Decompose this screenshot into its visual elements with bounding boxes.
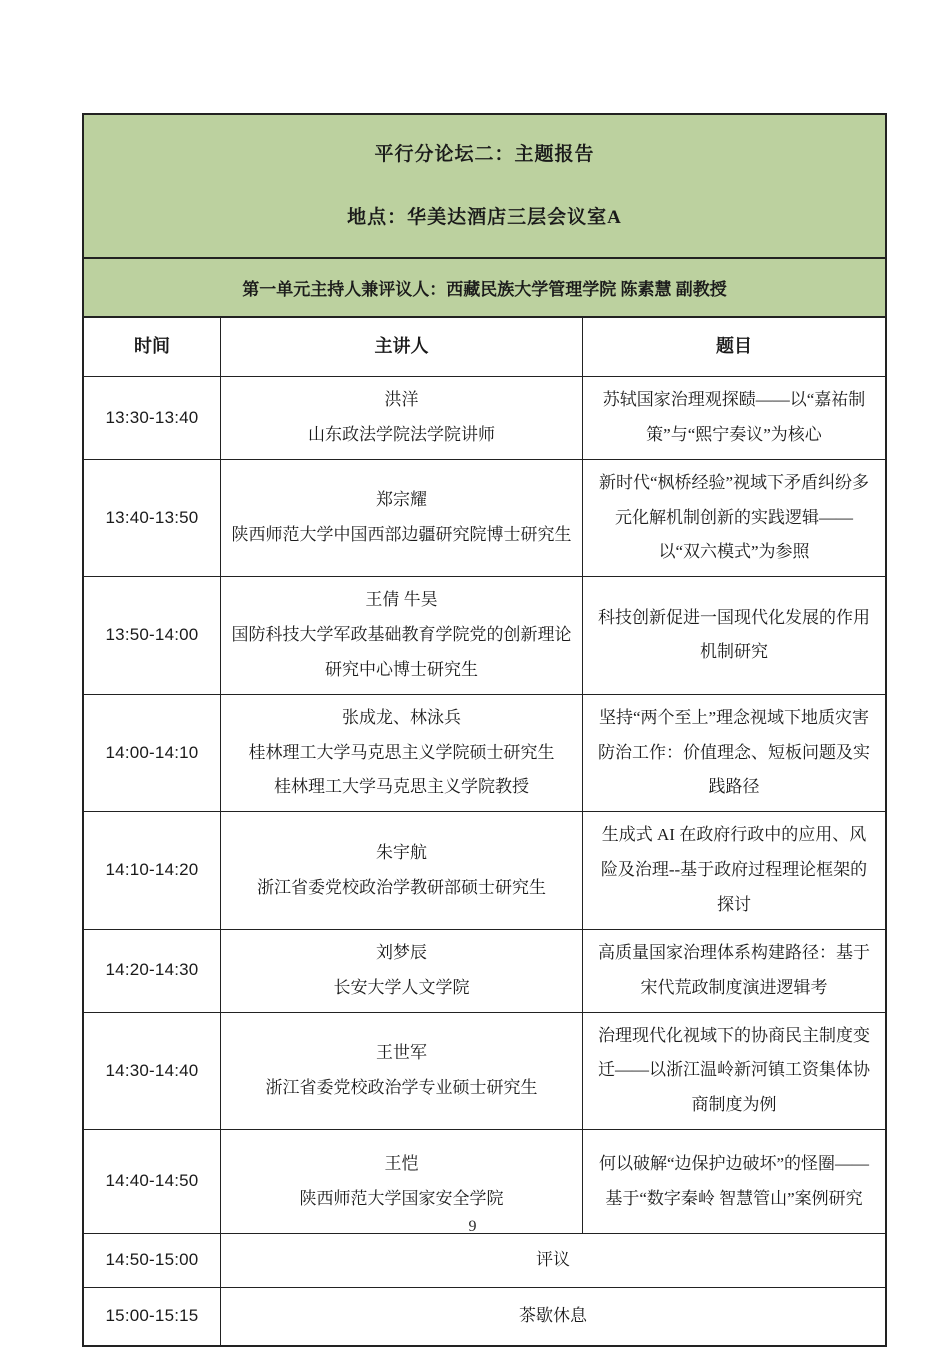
speaker-cell (220, 460, 582, 577)
time-cell: 13:30-13:40 (105, 407, 199, 427)
speaker-cell (220, 577, 582, 694)
speaker-line: 桂林理工大学马克思主义学院硕士研究生 (248, 742, 555, 762)
speaker-cell (220, 812, 582, 929)
speaker-line: 王倩 牛昊 (365, 590, 438, 610)
unit-moderator-header: 第一单元主持人兼评议人：西藏民族大学管理学院 陈素慧 副教授 (84, 259, 885, 318)
title-cell: 坚持“两个至上”理念视域下地质灾害防治工作：价值理念、短板问题及实践路径 (582, 695, 885, 812)
title-cell: 科技创新促进一国现代化发展的作用机制研究 (582, 577, 885, 694)
speaker-line: 陕西师范大学中国西部边疆研究院博士研究生 (231, 524, 572, 544)
speaker-line: 洪洋 (384, 390, 419, 409)
forum-title: 平行分论坛二：主题报告 (374, 144, 595, 165)
time-cell: 13:40-13:50 (105, 507, 199, 527)
table-row (84, 576, 885, 694)
time-cell: 14:50-15:00 (105, 1250, 199, 1270)
title-cell: 苏轼国家治理观探赜——以“嘉祐制策”与“熙宁奏议”为核心 (582, 377, 885, 459)
column-header-time: 时间 (134, 336, 170, 357)
speaker-line: 郑宗耀 (376, 490, 427, 510)
table-row (84, 459, 885, 577)
time-cell: 14:10-14:20 (105, 860, 199, 880)
speaker-line: 王恺 (384, 1153, 419, 1173)
merged-label-cell: 茶歇休息 (220, 1288, 885, 1345)
title-cell: 高质量国家治理体系构建路径：基于宋代荒政制度演进逻辑考 (582, 930, 885, 1012)
title-cell: 何以破解“边保护边破坏”的怪圈——基于“数字秦岭 智慧管山”案例研究 (582, 1130, 885, 1233)
column-header-title: 题目 (582, 318, 885, 376)
time-cell: 14:40-14:50 (105, 1171, 199, 1191)
schedule-table (82, 113, 887, 1347)
table-row-merged (84, 1287, 885, 1345)
forum-banner (84, 115, 885, 259)
forum-location: 地点：华美达酒店三层会议室A (347, 207, 622, 228)
speaker-line: 刘梦辰 (376, 942, 427, 962)
time-cell: 14:20-14:30 (105, 960, 199, 980)
title-cell: 新时代“枫桥经验”视域下矛盾纠纷多元化解机制创新的实践逻辑——以“双六模式”为参照 (582, 460, 885, 577)
speaker-line: 陕西师范大学国家安全学院 (299, 1188, 504, 1208)
speaker-line: 山东政法学院法学院讲师 (308, 424, 495, 444)
speaker-line: 王世军 (376, 1042, 427, 1062)
time-cell: 15:00-15:15 (105, 1306, 199, 1326)
table-row (84, 929, 885, 1012)
table-row (84, 1012, 885, 1130)
speaker-line: 桂林理工大学马克思主义学院教授 (274, 777, 529, 797)
table-column-header (84, 318, 885, 376)
speaker-line: 浙江省委党校政治学教研部硕士研究生 (257, 877, 546, 897)
merged-label-cell: 评议 (220, 1234, 885, 1287)
title-cell: 生成式 AI 在政府行政中的应用、风险及治理--基于政府过程理论框架的探讨 (582, 812, 885, 929)
time-cell: 14:30-14:40 (105, 1060, 199, 1080)
speaker-cell (220, 930, 582, 1012)
speaker-line: 浙江省委党校政治学专业硕士研究生 (265, 1077, 538, 1097)
table-row (84, 694, 885, 812)
speaker-cell (220, 377, 582, 459)
speaker-cell (220, 1013, 582, 1130)
speaker-line: 长安大学人文学院 (333, 977, 470, 997)
table-row-merged (84, 1233, 885, 1287)
page-number: 9 (468, 1218, 477, 1235)
title-cell: 治理现代化视域下的协商民主制度变迁——以浙江温岭新河镇工资集体协商制度为例 (582, 1013, 885, 1130)
speaker-line: 国防科技大学军政基础教育学院党的创新理论研究中心博士研究生 (231, 625, 572, 679)
speaker-cell (220, 695, 582, 812)
table-row (84, 376, 885, 459)
speaker-line: 朱宇航 (376, 842, 427, 862)
speaker-line: 张成龙、林泳兵 (342, 707, 461, 727)
time-cell: 14:00-14:10 (105, 742, 199, 762)
table-body (84, 376, 885, 1345)
table-row (84, 811, 885, 929)
time-cell: 13:50-14:00 (105, 625, 199, 645)
column-header-speaker: 主讲人 (220, 318, 582, 376)
